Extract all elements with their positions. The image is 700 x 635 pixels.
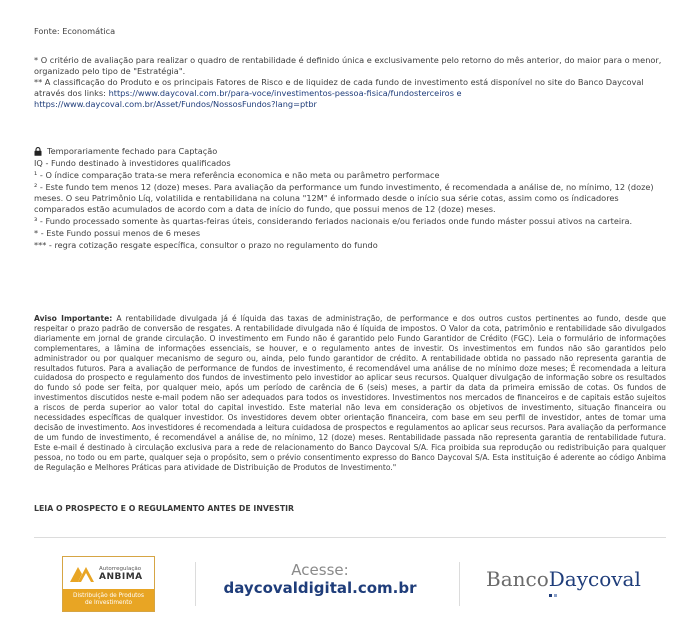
daycoval-logo-dots-icon bbox=[549, 594, 565, 597]
anbima-wordmark: ANBIMA bbox=[99, 572, 143, 582]
anbima-badge-line-2: de Investimento bbox=[84, 600, 133, 606]
acesse-label: Acesse: bbox=[291, 561, 349, 579]
footer-separator-right bbox=[459, 562, 460, 606]
aviso-title: Aviso Importante: bbox=[34, 314, 113, 323]
nossos-fundos-link[interactable]: https://www.daycoval.com.br/Asset/Fundos/NossosFundos?lang=ptbr bbox=[34, 99, 317, 109]
banco-daycoval-logo bbox=[486, 567, 641, 591]
note-classificacao bbox=[34, 77, 666, 110]
notes-block bbox=[34, 55, 666, 110]
legend-note-4: * - Este Fundo possui menos de 6 meses bbox=[34, 228, 201, 238]
acesse-block bbox=[215, 562, 425, 598]
aviso-text: A rentabilidade divulgada já é líquida das taxas de administração, de performance e dos outros custos pertinentes ao fundo, desde que respeitar o prazo padrão de conversão de resgates. A rentabilidade divulgada não é líquida de impostos. O Valor da cota, patrimônio e rentabilidade são divulgados diariamente em jornal de grande circulação. O investimento em Fundo não é garantido pelo Fundo Garantidor de Crédito (FGC). Leia o formulário de informações complementares, a lâmina de informações essenciais, se houver, e o regulamento antes de investir. Os investimentos em fundos não são garantidos pelo administrador ou por qualquer mecanismo de seguro ou, ainda, pelo fundo garantidor de crédito. A rentabilidade obtida no passado não representa garantia de resultados futuros. Para a avaliação de performance de fundos de investimento, é recomendável uma análise de no mínimo doze meses; É recomendada a leitura cuidadosa do prospecto e regulamento dos fundos de investimento pelo investidor ao aplicar seus recursos. Qualquer divulgação de informação sobre os resultados do fundo só pode ser feita, por qualquer meio, após um período de carência de 6 (seis) meses, a partir da data da primeira emissão de cotas. Os fundos de investimentos discutidos neste e-mail podem não ser adequados para todos os investidores. Investimentos nos mercados de financeiros e de capitais estão sujeitos a riscos de perda superior ao valor total do capital investido. Este material não leva em consideração os objetivos de investimento, situação financeira ou necessidades específicas de qualquer investidor. Os investidores devem obter orientação financeira, com base em seu perfil de investidor, antes de tomar uma decisão de investimento. Aos investidores é recomendada a leitura cuidadosa de prospectos e regulamentos ao aplicar seus recursos. Para avaliação da performance de um fundo de investimento, é recomendável a análise de, no mínimo, 12 (doze) meses. Rentabilidade passada não representa garantia de rentabilidade futura. Este e-mail é destinado à circulação exclusiva para a rede de relacionamento do Banco Daycoval S/A. Fica proibida sua reprodução ou redistribuição para qualquer pessoa, no todo ou em parte, qualquer seja o propósito, sem o prévio consentimento expresso do Banco Daycoval S/A. Esta instituição é aderente ao código Anbima de Regulação e Melhores Práticas para atividade de Distribuição de Produtos de Investimento." bbox=[34, 314, 667, 472]
note-criterio: * O critério de avaliação para realizar o quadro de rentabilidade é definido única e exclusivamente pelo retorno do mês anterior, do maior para o menor, organizado pelo tipo de "Estratégia". bbox=[34, 55, 662, 76]
footer-divider bbox=[34, 537, 666, 538]
banco-daycoval-logo-part1: Banco bbox=[486, 567, 549, 591]
legend-note-5: *** - regra cotização resgate específica, consultor o prazo no regulamento do fundo bbox=[34, 240, 378, 250]
temp-fechado-row bbox=[34, 146, 666, 157]
daycoval-digital-link[interactable]: daycovaldigital.com.br bbox=[223, 579, 417, 597]
anbima-badge bbox=[62, 556, 155, 612]
legend-note-3: ³ - Fundo processado somente às quartas-feiras úteis, considerando feriados nacionais e/ou feriados onde fundo máster possui ativos na carteira. bbox=[34, 216, 633, 226]
legend-note-2: ² - Este fundo tem menos 12 (doze) meses. Para avaliação da performance um fundo investimento, é recomendada a análise de, no mínimo, 12 (doze) meses. O seu Patrimônio Líq, volatilida e rentabilidana na coluna "12M" é informado desde o início sua série cotas, assim como os índicadores comparados estão acumulados de acordo com a data de início do fundo, que possui menos de 12 (doze) meses. bbox=[34, 182, 654, 214]
aviso-importante bbox=[34, 314, 666, 473]
banco-daycoval-logo-part2: Daycoval bbox=[548, 567, 641, 591]
anbima-badge-footer bbox=[63, 589, 154, 611]
legend-note-1: ¹ - O índice comparação trata-se mera referência economica e não meta ou parâmetro performace bbox=[34, 170, 440, 180]
anbima-badge-line-1: Distribuição de Produtos bbox=[73, 593, 144, 599]
anbima-autorregulacao: Autorregulação bbox=[99, 566, 142, 572]
footer-separator-left bbox=[195, 562, 196, 606]
legend-iq: IQ - Fundo destinado à investidores qualificados bbox=[34, 158, 231, 168]
temp-fechado-label: Temporariamente fechado para Captação bbox=[47, 146, 218, 156]
source-label: Fonte: Economática bbox=[34, 26, 116, 36]
fundos-terceiros-link[interactable]: https://www.daycoval.com.br/para-voce/investimentos-pessoa-fisica/fundosterceiros e bbox=[108, 88, 462, 98]
anbima-badge-header bbox=[63, 557, 154, 591]
note-classificacao-text: ** A classificação do Produto e os principais Fatores de Risco e de liquidez de cada fundo de investimento está disponível no site do Banco Daycoval através dos links: bbox=[34, 77, 644, 98]
leia-prospecto-warning: LEIA O PROSPECTO E O REGULAMENTO ANTES DE INVESTIR bbox=[34, 504, 295, 513]
legend-block bbox=[34, 146, 666, 251]
lock-icon bbox=[34, 147, 42, 156]
anbima-logo-icon bbox=[69, 564, 95, 584]
